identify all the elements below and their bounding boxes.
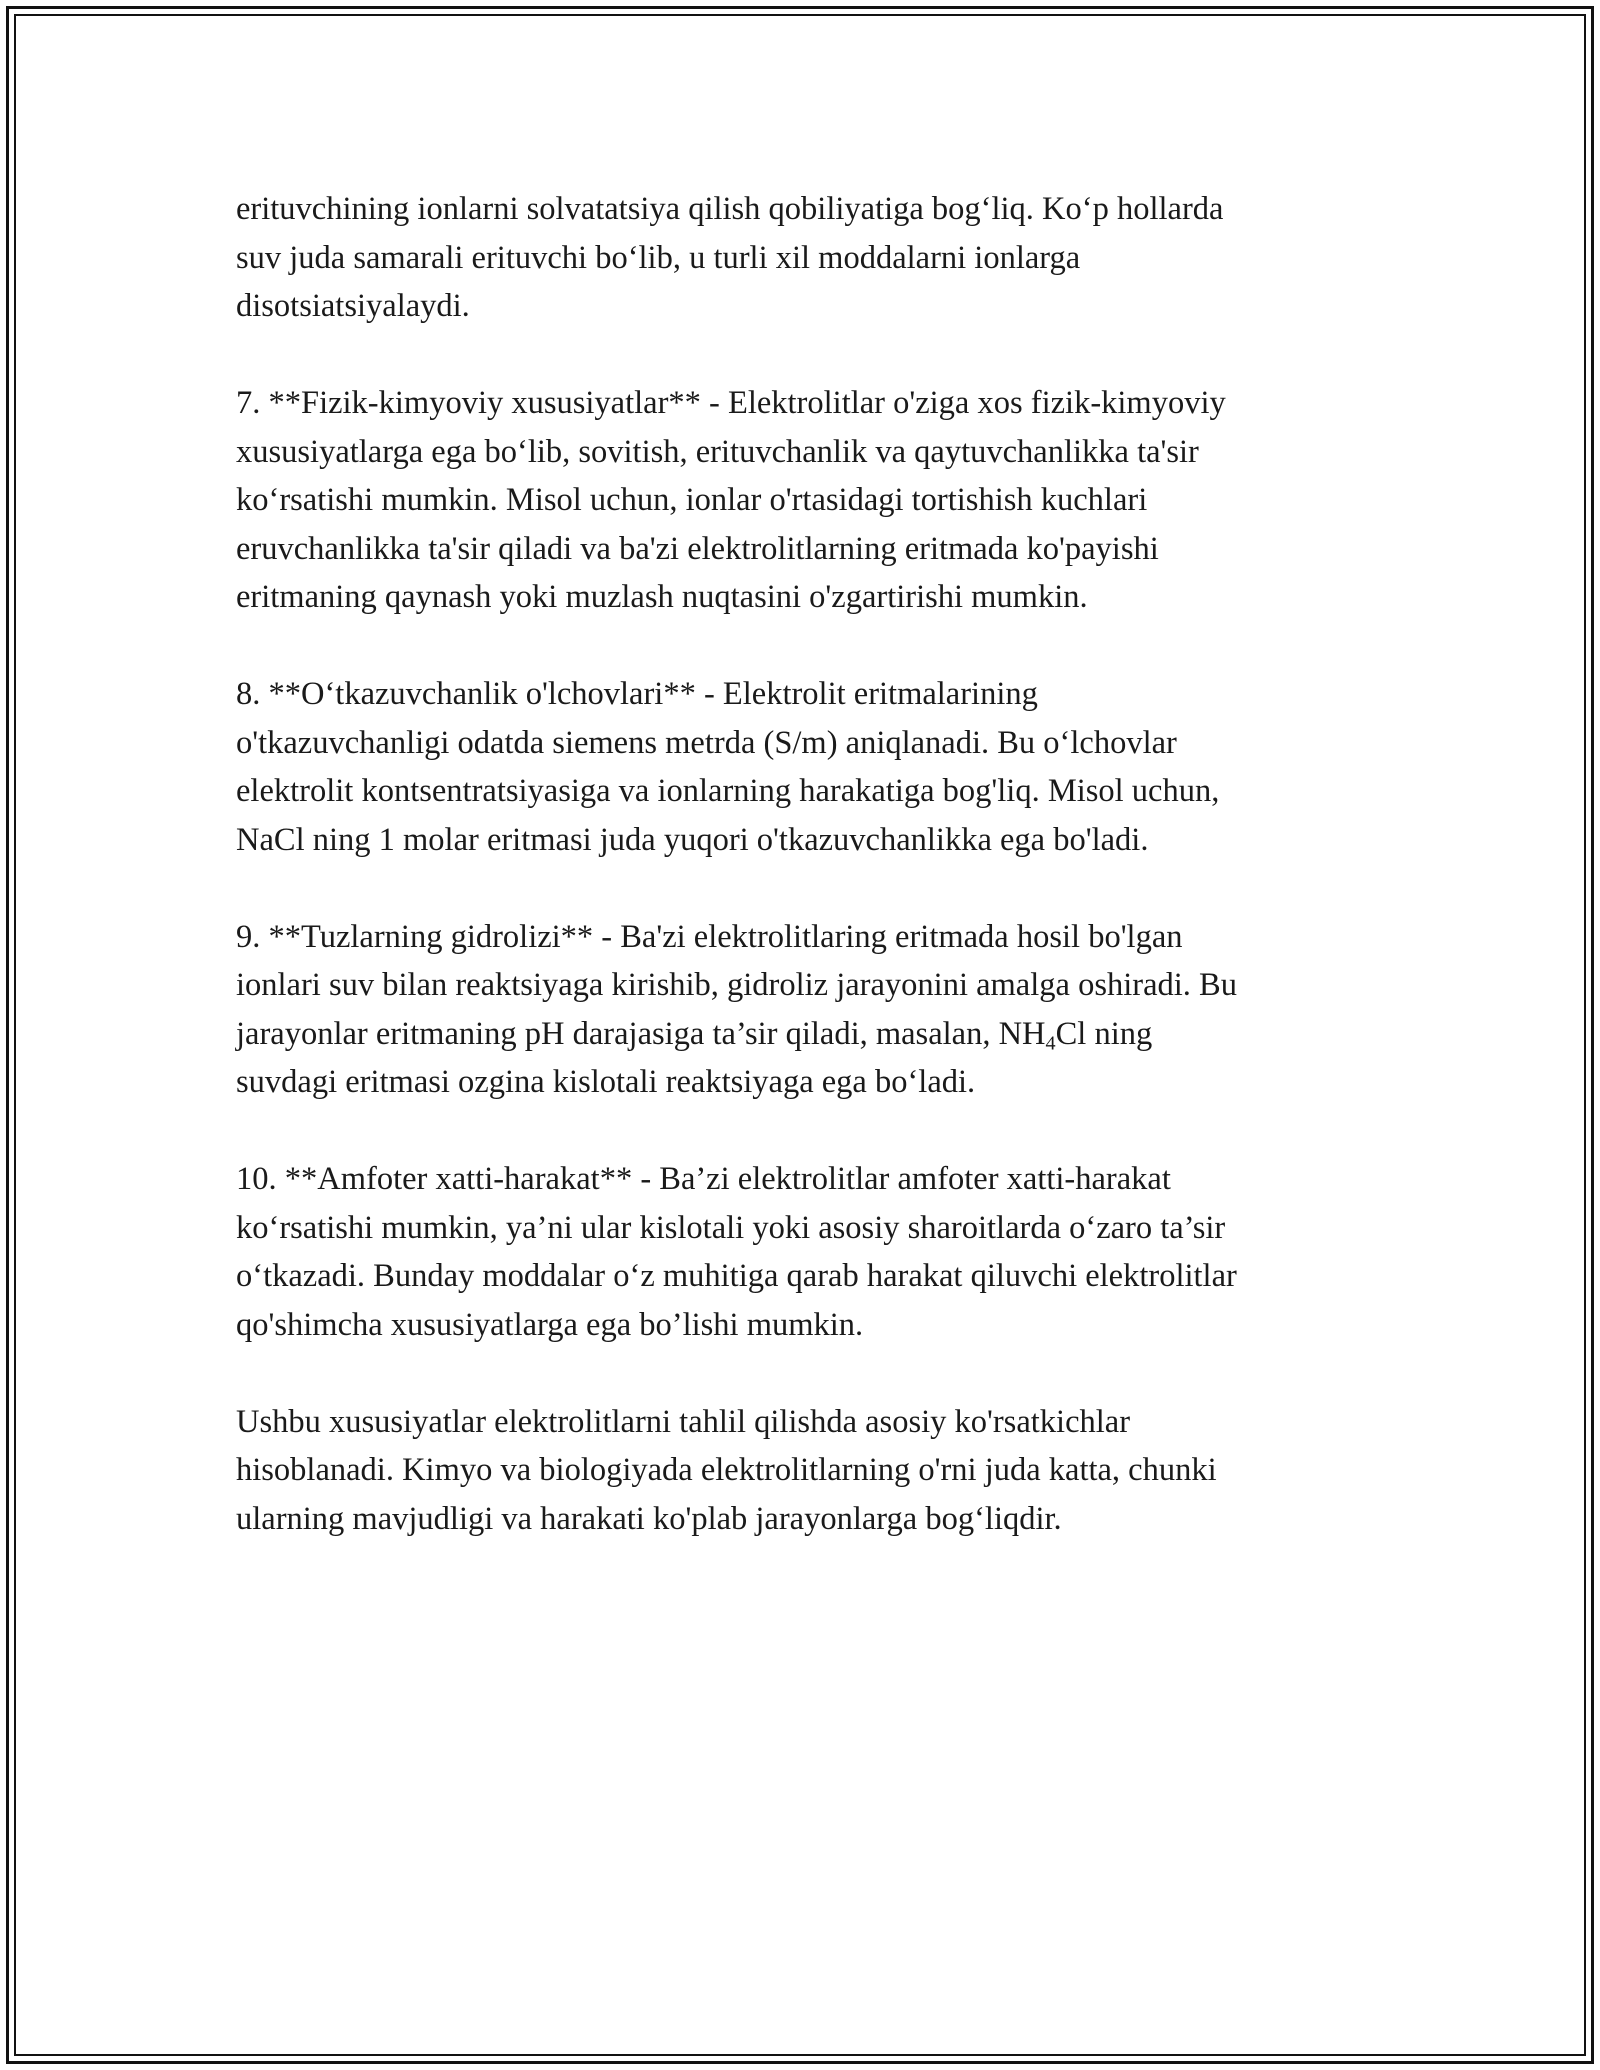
paragraph-salt-hydrolysis bbox=[236, 913, 1376, 1107]
paragraph-conductivity-measurements: 8. **O‘tkazuvchanlik o'lchovlari** - Elektrolit eritmalarining o'tkazuvchanligi odatda siemens metrda (S/m) aniqlanadi. Bu o‘lchovlar elektrolit kontsentratsiyasiga va ionlarning harakatiga bog'liq. Misol uchun, NaCl ning 1 molar eritmasi juda yuqori o'tkazuvchanlikka ega bo'ladi. bbox=[236, 676, 1220, 858]
paragraph-solvation-continuation: erituvchining ionlarni solvatatsiya qilish qobiliyatiga bog‘liq. Ko‘p hollarda suv juda samarali erituvchi bo‘lib, u turli xil moddalarni ionlarga disotsiatsiyalaydi. bbox=[236, 191, 1224, 324]
hydrolysis-text-before: 9. **Tuzlarning gidrolizi** - Ba'zi elektrolitlaring eritmada hosil bo'lgan ionlari suv bilan reaktsiyaga kirishib, gidroliz jarayonini amalga oshiradi. Bu jarayonlar eritmaning pH darajasiga ta’sir qiladi, masalan, NH bbox=[236, 918, 1237, 1052]
hydrolysis-text-after: Cl ning suvdagi eritmasi ozgina kislotali reaktsiyaga ega bo‘ladi. bbox=[236, 1015, 1153, 1100]
document-body bbox=[236, 185, 1376, 1543]
paragraph-conclusion: Ushbu xususiyatlar elektrolitlarni tahlil qilishda asosiy ko'rsatkichlar hisoblanadi. Kimyo va biologiyada elektrolitlarning o'rni juda katta, chunki ularning mavjudligi va harakati ko'plab jarayonlarga bog‘liqdir. bbox=[236, 1403, 1217, 1537]
ammonium-subscript: 4 bbox=[1045, 1032, 1056, 1055]
paragraph-physicochemical-properties: 7. **Fizik-kimyoviy xususiyatlar** - Elektrolitlar o'ziga xos fizik-kimyoviy xususiyatlarga ega bo‘lib, sovitish, erituvchanlik va qaytuvchanlikka ta'sir ko‘rsatishi mumkin. Misol uchun, ionlar o'rtasidagi tortishish kuchlari eruvchanlikka ta'sir qiladi va ba'zi elektrolitlarning eritmada ko'payishi eritmaning qaynash yoki muzlash nuqtasini o'zgartirishi mumkin. bbox=[236, 385, 1226, 615]
paragraph-amphoteric-behavior: 10. **Amfoter xatti-harakat** - Ba’zi elektrolitlar amfoter xatti-harakat ko‘rsatishi mumkin, ya’ni ular kislotali yoki asosiy sharoitlarda o‘zaro ta’sir o‘tkazadi. Bunday moddalar o‘z muhitiga qarab harakat qiluvchi elektrolitlar qo'shimcha xususiyatlarga ega bo’lishi mumkin. bbox=[236, 1161, 1237, 1343]
